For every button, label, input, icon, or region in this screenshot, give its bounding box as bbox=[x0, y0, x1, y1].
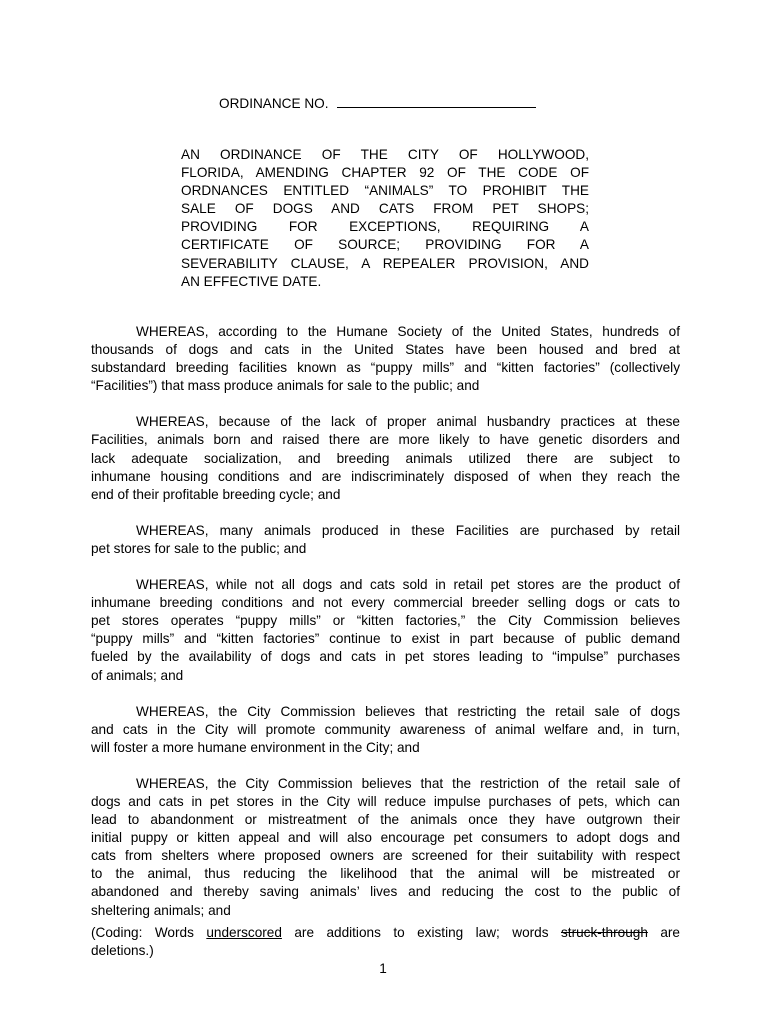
paragraph-line: WHEREAS, the City Commission believes that restricting the retail sale of dogs bbox=[136, 703, 680, 719]
whereas-paragraph bbox=[91, 413, 680, 503]
paragraph-line: lead to abandonment or mistreatment of the animals once they have outgrown their bbox=[91, 812, 680, 828]
paragraph-line: pet stores operates “puppy mills” or “kitten factories,” the City Commission believes bbox=[91, 613, 680, 629]
paragraph-line: and cats in the City will promote community awareness of animal welfare and, in turn, bbox=[91, 721, 680, 737]
title-line: AN ORDINANCE OF THE CITY OF HOLLYWOOD, bbox=[181, 147, 589, 162]
paragraph-line: cats from shelters where proposed owners are screened for their suitability with respect bbox=[91, 848, 680, 864]
whereas-paragraph bbox=[91, 323, 680, 395]
paragraph-line: dogs and cats in pet stores in the City will reduce impulse purchases of pets, which can bbox=[91, 793, 680, 809]
paragraph-line: WHEREAS, the City Commission believes that the restriction of the retail sale of bbox=[136, 775, 680, 791]
paragraph-line: “puppy mills” and “kitten factories” continue to exist in part because of public demand bbox=[91, 631, 680, 647]
ordinance-label: ORDINANCE NO. bbox=[219, 96, 329, 111]
paragraph-line: to the animal, thus reducing the likelihood that the animal will be mistreated or bbox=[91, 866, 680, 882]
coding-prefix: (Coding: Words bbox=[91, 925, 207, 940]
ordinance-title bbox=[181, 146, 589, 291]
coding-line bbox=[91, 924, 680, 942]
paragraph-line: inhumane breeding conditions and not every commercial breeder selling dogs or cats to bbox=[91, 595, 680, 611]
whereas-paragraph bbox=[91, 576, 680, 685]
title-line: FLORIDA, AMENDING CHAPTER 92 OF THE CODE OF bbox=[181, 165, 589, 181]
paragraph-line: initial puppy or kitten appeal and will also encourage pet consumers to adopt dogs and bbox=[91, 830, 680, 846]
paragraph-line: thousands of dogs and cats in the United States have been housed and bred at bbox=[91, 342, 680, 358]
title-line: AN EFFECTIVE DATE. bbox=[181, 273, 322, 289]
paragraph-line: will foster a more humane environment in the City; and bbox=[91, 739, 420, 755]
title-line: SALE OF DOGS AND CATS FROM PET SHOPS; bbox=[181, 201, 589, 217]
coding-note bbox=[91, 924, 680, 960]
document-body bbox=[91, 323, 680, 938]
coding-suffix: are bbox=[647, 925, 680, 940]
coding-middle: are additions to existing law; words bbox=[281, 925, 561, 940]
coding-line-2: deletions.) bbox=[91, 943, 154, 958]
ordinance-number-line bbox=[219, 93, 536, 111]
paragraph-line: fueled by the availability of dogs and cats in pet stores leading to “impulse” purchases bbox=[91, 649, 680, 665]
paragraph-line: Facilities, animals born and raised there are more likely to have genetic disorders and bbox=[91, 432, 680, 448]
paragraph-line: abandoned and thereby saving animals’ lives and reducing the cost to the public of bbox=[91, 884, 680, 900]
whereas-paragraph bbox=[91, 522, 680, 558]
paragraph-line: sheltering animals; and bbox=[91, 902, 231, 918]
title-line: CERTIFICATE OF SOURCE; PROVIDING FOR A bbox=[181, 237, 589, 253]
paragraph-line: pet stores for sale to the public; and bbox=[91, 540, 307, 556]
ordinance-number-blank bbox=[337, 93, 536, 108]
paragraph-line: lack adequate socialization, and breeding animals utilized there are subject to bbox=[91, 450, 680, 466]
paragraph-line: end of their profitable breeding cycle; and bbox=[91, 486, 341, 502]
whereas-paragraph bbox=[91, 775, 680, 920]
paragraph-line: WHEREAS, because of the lack of proper animal husbandry practices at these bbox=[136, 414, 680, 430]
paragraph-line: “Facilities”) that mass produce animals for sale to the public; and bbox=[91, 378, 480, 394]
paragraph-line: WHEREAS, while not all dogs and cats sold in retail pet stores are the product of bbox=[136, 577, 680, 593]
paragraph-line: WHEREAS, many animals produced in these Facilities are purchased by retail bbox=[136, 522, 680, 538]
underscored-example: underscored bbox=[206, 925, 282, 940]
paragraph-line: inhumane housing conditions and are indiscriminately disposed of when they reach the bbox=[91, 468, 680, 484]
whereas-paragraph bbox=[91, 703, 680, 757]
paragraph-line: WHEREAS, according to the Humane Society of the United States, hundreds of bbox=[136, 324, 680, 339]
title-line: PROVIDING FOR EXCEPTIONS, REQUIRING A bbox=[181, 219, 589, 235]
struck-through-example: struck-through bbox=[561, 925, 648, 940]
title-line: ORDNANCES ENTITLED “ANIMALS” TO PROHIBIT THE bbox=[181, 183, 589, 199]
page-number bbox=[0, 961, 770, 976]
paragraph-line: of animals; and bbox=[91, 667, 184, 683]
paragraph-line: substandard breeding facilities known as “puppy mills” and “kitten factories” (collectively bbox=[91, 360, 680, 376]
page-number-text: 1 bbox=[379, 961, 387, 976]
title-line: SEVERABILITY CLAUSE, A REPEALER PROVISION, AND bbox=[181, 255, 589, 271]
